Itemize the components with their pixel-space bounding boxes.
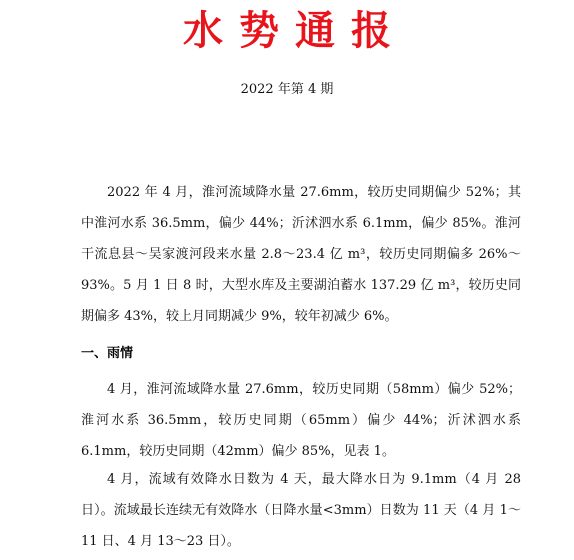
document-title: 水势通报 [183, 8, 407, 54]
summary-paragraph: 2022 年 4 月，淮河流域降水量 27.6mm，较历史同期偏少 52%；其中淮河水系 36.5mm，偏少 44%；沂沭泗水系 6.1mm，偏少 85%。淮河干流息县～吴家渡河段来水量 2.8～23.4 亿 m³，较历史同期偏多 26%～93%。5 月 1 日 8 时，大型水库及主要湖泊蓄水 137.29 亿 m³，较历史同期偏多 43%，较上月同期减少 9%，较年初减少 6%。 [81, 185, 521, 324]
issue-number: 2022 年第 4 期 [240, 82, 334, 97]
rainfall-paragraph-1: 4 月，淮河流域降水量 27.6mm，较历史同期（58mm）偏少 52%；淮河水系 36.5mm，较历史同期（65mm）偏少 44%；沂沭泗水系 6.1mm，较历史同期（42mm）偏少 85%，见表 1。 [81, 382, 521, 459]
section-heading-rainfall: 一、雨情 [81, 346, 134, 361]
rainfall-paragraph-2: 4 月，流域有效降水日数为 4 天，最大降水日为 9.1mm（4 月 28 日）。流域最长连续无有效降水（日降水量<3mm）日数为 11 天（4 月 1～11 日、4 月 13～23 日）。 [81, 472, 521, 549]
